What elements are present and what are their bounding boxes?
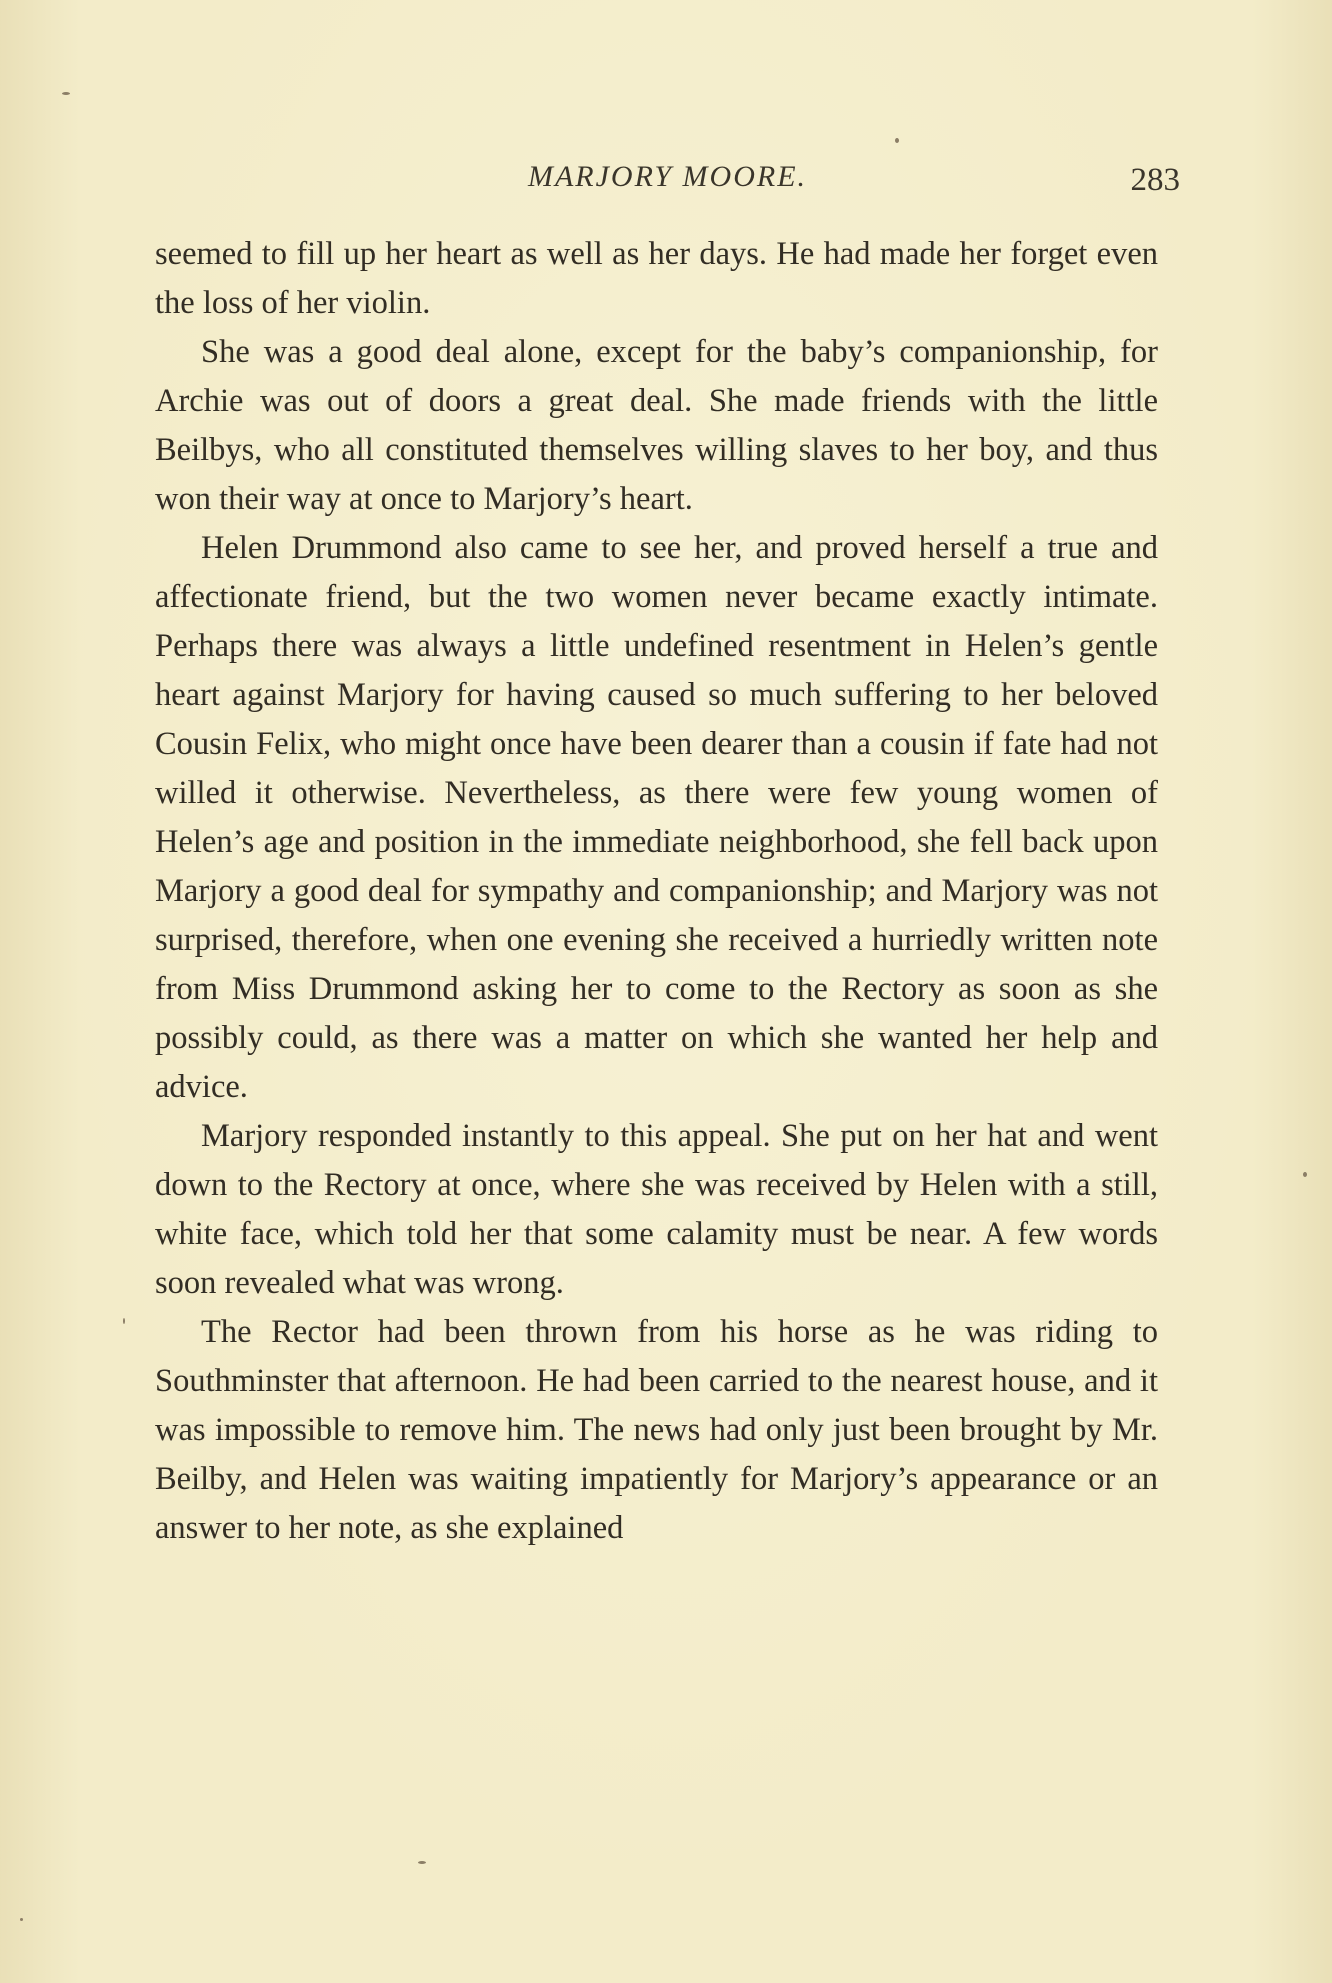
running-head [155,152,1180,212]
paragraph: The Rector had been thrown from his horse as he was riding to Southminster that afternoon. He had been carried to the nearest house, and it was impossible to remove him. The news had only just been brought by Mr. Beilby, and Helen was waiting impatiently for Marjory’s appearance or an answer to her note, as she explained [155,1314,1158,1546]
body-text [155,230,1158,1553]
paper-speck [20,1918,23,1921]
paragraph: Helen Drummond also came to see her, and proved herself a true and affectionate friend, but the two women never became exactly intimate. Perhaps there was always a little undefined resentment in Helen’s gentle heart against Marjory for having caused so much suffering to her beloved Cousin Felix, who might once have been dearer than a cousin if fate had not willed it otherwise. Nevertheless, as there were few young women of Helen’s age and position in the immediate neighborhood, she fell back upon Marjory a good deal for sympathy and companionship; and Marjory was not surprised, therefore, when one evening she received a hurriedly written note from Miss Drummond asking her to come to the Rectory as soon as she possibly could, as there was a matter on which she wanted her help and advice. [155,530,1158,1105]
paper-speck [895,138,899,143]
paragraph-continued: seemed to fill up her heart as well as her days. He had made her forget even the loss of her violin. [155,236,1158,321]
paragraph: Marjory responded instantly to this appeal. She put on her hat and went down to the Rectory at once, where she was received by Helen with a still, white face, which told her that some calamity must be near. A few words soon revealed what was wrong. [155,1118,1158,1301]
running-title: MARJORY MOORE. [527,160,808,193]
paper-speck [62,92,70,95]
paper-speck [418,1861,426,1864]
paper-speck [123,1318,125,1324]
paper-speck [1303,1172,1307,1177]
page-number: 283 [1130,162,1180,198]
paragraph: She was a good deal alone, except for the baby’s companionship, for Archie was out of doors a great deal. She made friends with the little Beilbys, who all constituted themselves willing slaves to her boy, and thus won their way at once to Marjory’s heart. [155,334,1158,517]
